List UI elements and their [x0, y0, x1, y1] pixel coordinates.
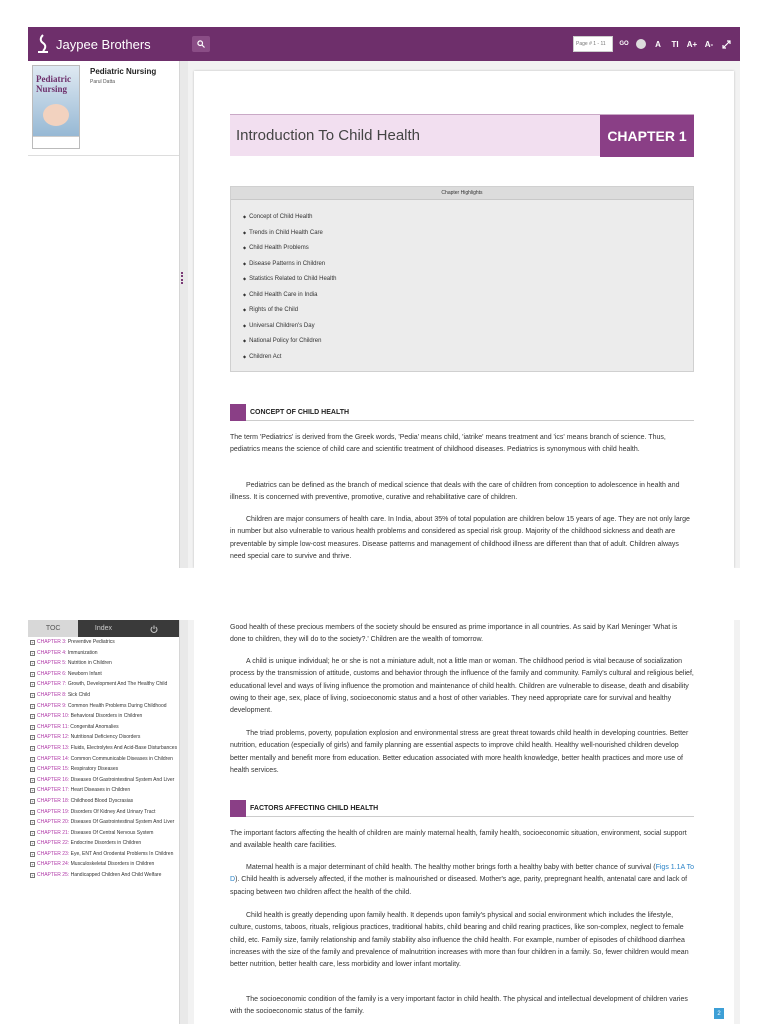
expand-icon[interactable]: +	[31, 692, 34, 698]
highlight-item: ◆ National Policy for Children	[243, 333, 681, 349]
paragraph-text: ). Child health is adversely affected, if the mother is malnourished or diseased. Mother's age, parity, prepregnant health, antenatal care and lack of spacing between two children affect the health of the child.	[230, 876, 688, 896]
toc-item[interactable]	[30, 639, 179, 646]
increase-font-button[interactable]: A+	[686, 39, 698, 49]
cover-baby-image	[43, 104, 69, 126]
toc-item[interactable]	[30, 766, 179, 773]
expand-icon[interactable]: +	[31, 756, 34, 762]
book-cover	[32, 65, 80, 149]
toc-chapter-number: CHAPTER 6:	[37, 670, 67, 677]
toc-item[interactable]	[30, 650, 179, 657]
book-card[interactable]	[28, 61, 179, 156]
toc-chapter-title: Newborn Infant	[67, 670, 102, 677]
toc-chapter-title: Nutritional Deficiency Disorders	[70, 734, 141, 741]
expand-icon[interactable]: +	[31, 851, 34, 857]
chapter-banner	[230, 114, 694, 156]
paragraph: A child is unique individual; he or she is not a miniature adult, not a little man or woman. The childhood period is vital because of socialization process by the transmission of attitude, customs and behavior through the influence of the family and community. Family's cultural and religious belief, educational level and ways of living influence the promotion and maintenance of child health. Children are vulnerable to disease, death and disability owing to their age, sex, place of living, socioeconomic status and a host of other variables. They need appropriate care for survival and healthy development.	[230, 658, 694, 715]
expand-icon[interactable]: +	[31, 745, 34, 751]
toc-item[interactable]	[30, 819, 179, 826]
toc-chapter-number: CHAPTER 24:	[37, 861, 70, 868]
section-heading	[230, 800, 694, 817]
expand-icon[interactable]: +	[31, 703, 34, 709]
section-heading	[230, 404, 694, 421]
toc-chapter-title: Eye, ENT And Orodental Problems In Children	[70, 850, 174, 857]
highlight-item: ◆ Children Act	[243, 349, 681, 365]
expand-icon	[722, 40, 731, 49]
toc-chapter-number: CHAPTER 25:	[37, 872, 70, 879]
highlight-item: ◆ Rights of the Child	[243, 302, 681, 318]
highlight-item: ◆ Disease Patterns in Children	[243, 256, 681, 272]
toc-list	[28, 637, 179, 879]
toc-panel	[28, 620, 180, 1024]
toc-item[interactable]	[30, 809, 179, 816]
go-button[interactable]: GO	[619, 41, 629, 47]
expand-icon[interactable]: +	[31, 820, 34, 826]
toc-chapter-title: Childhood Blood Dyscrasias	[70, 797, 134, 804]
reader-view-bottom	[0, 620, 768, 1024]
toc-item[interactable]	[30, 872, 179, 879]
chapter-highlights	[230, 186, 694, 372]
highlights-heading: Chapter Highlights	[231, 187, 693, 200]
expand-icon[interactable]: +	[31, 735, 34, 741]
expand-icon[interactable]: +	[31, 640, 34, 645]
expand-icon[interactable]: +	[31, 873, 34, 879]
search-icon	[197, 40, 205, 48]
top-toolbar	[28, 27, 740, 61]
expand-icon[interactable]: +	[31, 788, 34, 794]
expand-icon[interactable]: +	[31, 714, 34, 720]
content-area	[188, 61, 740, 568]
paragraph: Pediatrics can be defined as the branch of medical science that deals with the care of children from conception to adolescence in health and illness. It is concerned with preventive, promotive, curative and rehabilitative care of children.	[230, 482, 680, 502]
toc-chapter-number: CHAPTER 17:	[37, 787, 70, 794]
sidebar-splitter[interactable]	[180, 61, 188, 568]
tab-toc[interactable]: TOC	[28, 620, 78, 637]
toc-chapter-title: Fluids, Electrolytes And Acid-Base Disturbances	[70, 744, 178, 751]
toc-chapter-title: Endocrine Disorders in Children	[70, 840, 142, 847]
toc-item[interactable]	[30, 734, 179, 741]
paragraph: Children are major consumers of health care. In India, about 35% of total population are children below 15 years of age. They are not only large in number but also vulnerable to various health problems and considered as special risk group. Majority of the childhood sickness and death are preventable by simple low-cost measures. Disease patterns and management of childhood illness are different than that of adult. Children always need special care to survive and thrive.	[230, 516, 690, 560]
search-button[interactable]	[192, 36, 210, 52]
sidebar-splitter[interactable]	[180, 620, 188, 1024]
toc-item[interactable]	[30, 713, 179, 720]
highlight-item: ◆ Child Health Care in India	[243, 287, 681, 303]
highlight-item: ◆ Child Health Problems	[243, 240, 681, 256]
toc-chapter-number: CHAPTER 16:	[37, 776, 70, 783]
toc-chapter-number: CHAPTER 23:	[37, 850, 70, 857]
theme-toggle-button[interactable]	[635, 36, 647, 52]
toc-chapter-number: CHAPTER 21:	[37, 829, 70, 836]
figure-link[interactable]: Figs 1.1A To D	[230, 864, 694, 884]
toc-tabs	[28, 620, 179, 637]
toc-chapter-title: Behavioral Disorders in Children	[70, 713, 143, 720]
reader-tools	[573, 36, 732, 52]
circle-icon	[636, 39, 646, 49]
toc-chapter-number: CHAPTER 7:	[37, 681, 67, 688]
toc-chapter-number: CHAPTER 14:	[37, 755, 70, 762]
paragraph: The term 'Pediatrics' is derived from the Greek words, 'Pedia' means child, 'iatrike' means treatment and 'ics' means branch of science. Thus, pediatrics means the science of child care and scientific treatment of childhood diseases. Pediatrics is synonymous with child health.	[230, 434, 666, 454]
expand-icon[interactable]: +	[31, 661, 34, 667]
book-cover-title: Pediatric Nursing	[36, 74, 71, 94]
page-sheet	[194, 620, 734, 1024]
splitter-grip-icon[interactable]	[181, 272, 183, 284]
highlight-item: ◆ Concept of Child Health	[243, 209, 681, 225]
toc-item[interactable]	[30, 703, 179, 710]
cover-strip	[33, 136, 79, 148]
toc-chapter-number: CHAPTER 8:	[37, 691, 67, 698]
expand-icon[interactable]: +	[31, 671, 34, 677]
toc-chapter-number: CHAPTER 20:	[37, 819, 70, 826]
tab-index[interactable]: Index	[94, 625, 113, 632]
content-area	[188, 620, 740, 1024]
toc-chapter-number: CHAPTER 15:	[37, 766, 70, 773]
highlight-item: ◆ Trends in Child Health Care	[243, 225, 681, 241]
fullscreen-button[interactable]	[720, 36, 732, 52]
toc-chapter-title: Handicapped Children And Child Welfare	[70, 872, 162, 879]
toc-chapter-title: Respiratory Diseases	[70, 766, 119, 773]
toc-chapter-title: Preventive Pediatrics	[67, 639, 115, 645]
toc-chapter-number: CHAPTER 13:	[37, 744, 70, 751]
highlight-item: ◆ Universal Children's Day	[243, 318, 681, 334]
toc-chapter-number: CHAPTER 10:	[37, 713, 70, 720]
toc-chapter-title: Disorders Of Kidney And Urinary Tract	[70, 808, 156, 815]
toc-chapter-title: Musculoskeletal Disorders in Children	[70, 861, 155, 868]
power-icon	[150, 625, 158, 633]
toc-chapter-number: CHAPTER 5:	[37, 660, 67, 667]
paragraph: The triad problems, poverty, population explosion and environmental stress are great threat towards child health in developing countries. Better nutrition, education (especially of girls) and family planning are essential aspects to improve child health. Healthy well-nourished children develop better mentally and benefit more from education. Better education associated with more health knowledge, better health practices and more use of health services.	[230, 730, 689, 774]
decrease-font-button[interactable]: A-	[704, 39, 714, 49]
toc-chapter-title: Diseases Of Gastrointestinal System And Liver	[70, 819, 175, 826]
toc-item[interactable]	[30, 787, 179, 794]
expand-icon[interactable]: +	[31, 798, 34, 804]
expand-icon[interactable]: +	[31, 777, 34, 783]
toc-item[interactable]	[30, 692, 179, 699]
toc-item[interactable]	[30, 777, 179, 784]
book-title: Pediatric Nursing	[90, 67, 157, 76]
jaypee-logo-icon	[36, 34, 50, 54]
toc-chapter-title: Diseases Of Central Nervous System	[70, 829, 154, 836]
paragraph: The important factors affecting the health of children are mainly maternal health, family health, socioeconomic situation, environment, social support and available health care facilities.	[230, 830, 687, 850]
expand-icon[interactable]: +	[31, 724, 34, 730]
toc-chapter-title: Common Communicable Diseases in Children	[70, 755, 173, 762]
section-marker	[230, 404, 246, 421]
toc-chapter-number: CHAPTER 22:	[37, 840, 70, 847]
page-number-input[interactable]	[573, 36, 613, 52]
section-marker	[230, 800, 246, 817]
sidebar	[28, 61, 180, 568]
expand-icon[interactable]: +	[31, 650, 34, 656]
paragraph: The socioeconomic condition of the family is a very important factor in child health. The physical and intellectual development of children varies with the socioeconomic status of the family.	[230, 996, 688, 1016]
paragraph: Child health is greatly depending upon family health. It depends upon family's physical and social environment which includes the lifestyle, culture, customs, taboos, rituals, religious practices, traditional habits, child bearing and child rearing practices, like son-complex, neglect to female child, etc. Family size, family relationship and family stability also influence the child health. For example, number of episodes of childhood diarrhea increases with the size of the family and prevalence of malnutrition increases with more than four children in a family. So, fewer children would mean better nutrition, better health care, less morbidity and lower infant mortality.	[230, 912, 689, 969]
toc-chapter-number: CHAPTER 19:	[37, 808, 70, 815]
toc-item[interactable]	[30, 745, 179, 752]
expand-icon[interactable]: +	[31, 767, 34, 773]
toc-item[interactable]	[30, 671, 179, 678]
expand-icon[interactable]: +	[31, 841, 34, 847]
toc-item[interactable]	[30, 798, 179, 805]
toc-item[interactable]	[30, 830, 179, 837]
toc-item[interactable]	[30, 840, 179, 847]
expand-icon[interactable]: +	[31, 809, 34, 815]
expand-icon[interactable]: +	[31, 830, 34, 836]
paragraph	[230, 862, 694, 899]
paragraph-text: Maternal health is a major determinant of child health. The healthy mother brings forth a healthy baby with better chance of survival (	[246, 864, 656, 871]
toc-item[interactable]	[30, 660, 179, 667]
toc-chapter-number: CHAPTER 4:	[37, 649, 67, 656]
toc-chapter-number: CHAPTER 12:	[37, 734, 70, 741]
book-author: Parul Datta	[90, 79, 116, 85]
toc-item[interactable]	[30, 724, 179, 731]
text-style-button[interactable]: TI	[671, 39, 679, 49]
brand-name: Jaypee Brothers	[56, 36, 151, 52]
font-button[interactable]: A	[655, 39, 661, 49]
toc-chapter-number: CHAPTER 9:	[37, 702, 67, 709]
logout-button[interactable]	[129, 620, 179, 637]
toc-item[interactable]	[30, 861, 179, 868]
book-info	[80, 65, 156, 151]
toc-item[interactable]	[30, 681, 179, 688]
highlight-item: ◆ Statistics Related to Child Health	[243, 271, 681, 287]
brand[interactable]	[36, 34, 188, 54]
chapter-title: Introduction To Child Health	[236, 127, 420, 144]
toc-chapter-title: Diseases Of Gastrointestinal System And Liver	[70, 776, 175, 783]
section-title: CONCEPT OF CHILD HEALTH	[250, 408, 350, 416]
toc-chapter-title: Growth, Development And The Healthy Child	[67, 681, 168, 688]
toc-chapter-number: CHAPTER 11:	[37, 723, 69, 730]
toc-chapter-title: Congenital Anomalies	[70, 723, 119, 730]
toc-chapter-title: Heart Diseases in Children	[70, 787, 131, 794]
toc-chapter-title: Nutrition in Children	[67, 660, 112, 667]
expand-icon[interactable]: +	[31, 862, 34, 868]
highlights-list	[231, 200, 693, 373]
section-title: FACTORS AFFECTING CHILD HEALTH	[250, 804, 379, 812]
paragraph: Good health of these precious members of the society should be ensured as prime importance in all countries. As said by Karl Meninger 'What is done to children, they will do to the society?.' Children are the wealth of tomorrow.	[230, 624, 678, 644]
expand-icon[interactable]: +	[31, 682, 34, 688]
chapter-number: CHAPTER 1	[600, 115, 694, 157]
toc-chapter-number: CHAPTER 3:	[37, 639, 67, 645]
toc-chapter-number: CHAPTER 18:	[37, 797, 70, 804]
view-gap	[0, 568, 768, 620]
toc-chapter-title: Immunization	[67, 649, 98, 656]
toc-chapter-title: Sick Child	[67, 691, 91, 698]
toc-chapter-title: Common Health Problems During Childhood	[67, 702, 167, 709]
page-sheet	[194, 71, 734, 568]
page-number-badge: 2	[714, 1008, 724, 1019]
toc-item[interactable]	[30, 756, 179, 763]
toc-item[interactable]	[30, 851, 179, 858]
